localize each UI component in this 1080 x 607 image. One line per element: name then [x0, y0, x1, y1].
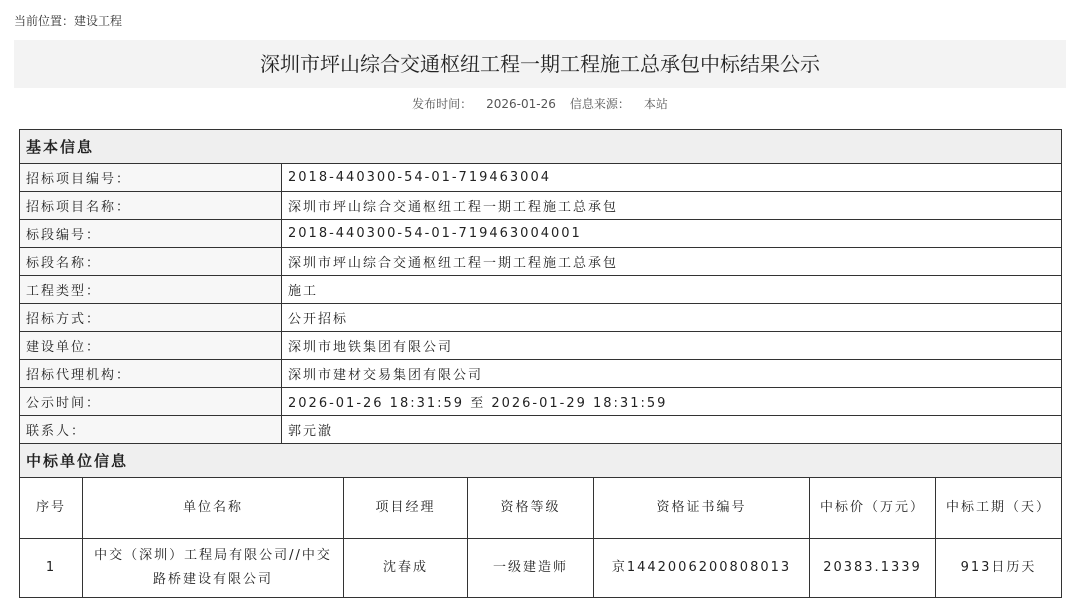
row-index: 1	[20, 539, 83, 598]
publish-time	[412, 97, 556, 111]
page-title: 深圳市坪山综合交通枢纽工程一期工程施工总承包中标结果公示	[14, 40, 1066, 88]
info-label: 工程类型：	[20, 276, 282, 304]
info-row	[20, 332, 1062, 360]
bid-duration: 913日历天	[936, 539, 1062, 598]
basic-info-table	[19, 129, 1062, 478]
certificate-number: 京1442006200808013	[594, 539, 810, 598]
section-heading: 中标单位信息	[20, 444, 1062, 478]
winner-info-header	[20, 444, 1062, 478]
info-label: 公示时间：	[20, 388, 282, 416]
basic-info-header	[20, 130, 1062, 164]
info-row	[20, 248, 1062, 276]
project-manager: 沈春成	[344, 539, 468, 598]
info-label: 标段名称：	[20, 248, 282, 276]
column-header: 单位名称	[83, 478, 344, 539]
info-label: 标段编号：	[20, 220, 282, 248]
info-row	[20, 360, 1062, 388]
info-row	[20, 416, 1062, 444]
info-row	[20, 220, 1062, 248]
info-value: 2026-01-26 18:31:59 至 2026-01-29 18:31:59	[282, 388, 1062, 416]
publish-time-label: 发布时间：	[412, 97, 473, 111]
column-header: 资格等级	[468, 478, 594, 539]
info-label: 招标方式：	[20, 304, 282, 332]
breadcrumb-label: 当前位置：	[14, 14, 75, 28]
winner-table	[19, 477, 1062, 598]
notice-content	[19, 129, 1061, 598]
info-value: 深圳市坪山综合交通枢纽工程一期工程施工总承包	[282, 248, 1062, 276]
info-value: 郭元澈	[282, 416, 1062, 444]
publish-time-value: 2026-01-26	[486, 97, 556, 111]
info-source-value: 本站	[643, 97, 668, 111]
column-header: 中标价（万元）	[810, 478, 936, 539]
column-header: 序号	[20, 478, 83, 539]
info-value: 深圳市地铁集团有限公司	[282, 332, 1062, 360]
info-row	[20, 192, 1062, 220]
column-header: 中标工期（天）	[936, 478, 1062, 539]
qualification-level: 一级建造师	[468, 539, 594, 598]
info-row	[20, 388, 1062, 416]
info-row	[20, 276, 1062, 304]
info-label: 招标项目名称：	[20, 192, 282, 220]
info-value: 施工	[282, 276, 1062, 304]
bid-price: 20383.1339	[810, 539, 936, 598]
section-heading: 基本信息	[20, 130, 1062, 164]
info-label: 招标代理机构：	[20, 360, 282, 388]
column-header: 项目经理	[344, 478, 468, 539]
info-value: 2018-440300-54-01-719463004001	[282, 220, 1062, 248]
info-row	[20, 164, 1062, 192]
publish-meta	[0, 95, 1080, 112]
info-value: 深圳市坪山综合交通枢纽工程一期工程施工总承包	[282, 192, 1062, 220]
info-label: 招标项目编号：	[20, 164, 282, 192]
company-name: 中交（深圳）工程局有限公司//中交路桥建设有限公司	[83, 539, 344, 598]
info-source	[570, 97, 668, 111]
info-label: 建设单位：	[20, 332, 282, 360]
info-label: 联系人：	[20, 416, 282, 444]
breadcrumb	[14, 12, 122, 29]
info-source-label: 信息来源：	[569, 97, 630, 111]
winner-table-header-row	[20, 478, 1062, 539]
info-value: 公开招标	[282, 304, 1062, 332]
breadcrumb-current[interactable]: 建设工程	[74, 14, 123, 28]
table-row	[20, 539, 1062, 598]
info-value: 2018-440300-54-01-719463004	[282, 164, 1062, 192]
info-row	[20, 304, 1062, 332]
column-header: 资格证书编号	[594, 478, 810, 539]
info-value: 深圳市建材交易集团有限公司	[282, 360, 1062, 388]
